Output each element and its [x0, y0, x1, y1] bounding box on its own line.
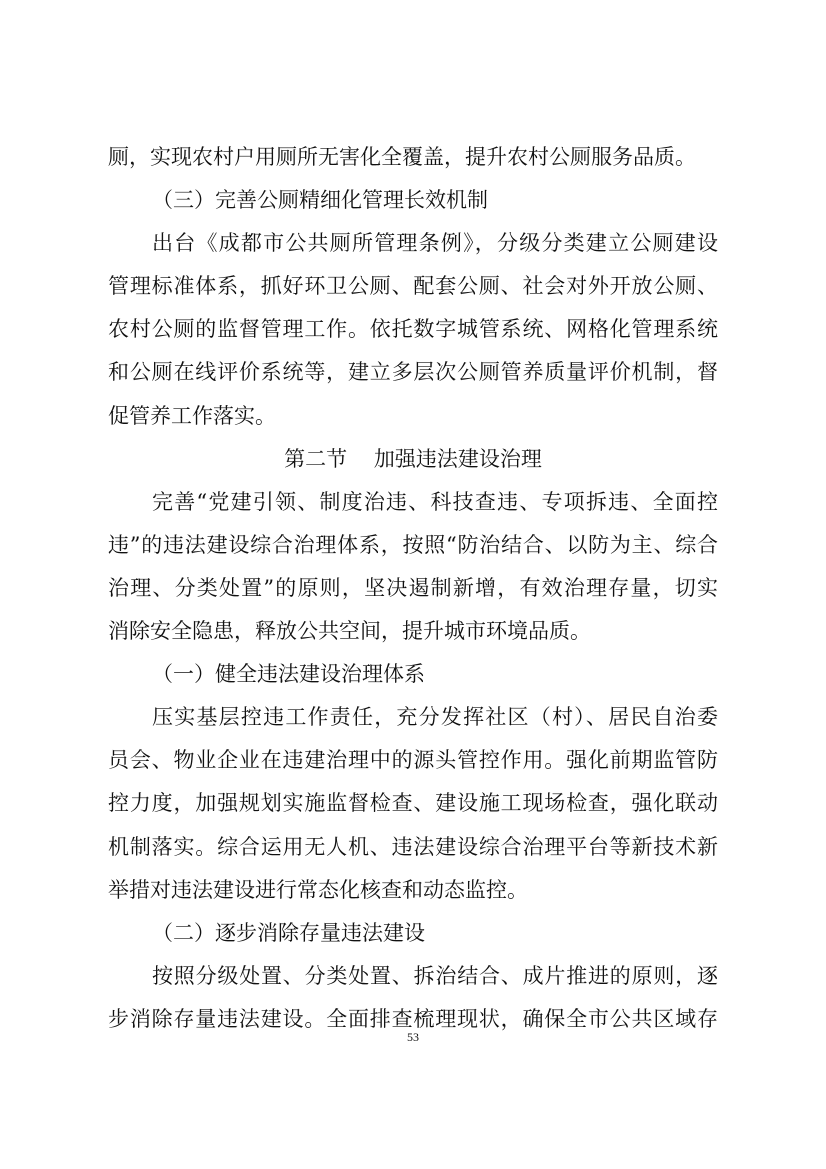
body-text-line: 完善“党建引领、制度治违、科技查违、专项拆违、全面控 [152, 489, 718, 514]
section-title: 加强违法建设治理 [373, 446, 542, 471]
subsection-heading: （三）完善公厕精细化管理长效机制 [152, 188, 488, 213]
body-text-line: 员会、物业企业在违建治理中的源头管控作用。强化前期监管防 [108, 748, 718, 773]
subsection-heading: （二）逐步消除存量违法建设 [152, 920, 425, 945]
body-text-line: 出台《成都市公共厕所管理条例》，分级分类建立公厕建设 [152, 231, 718, 256]
body-text-line: 厕，实现农村户用厕所无害化全覆盖，提升农村公厕服务品质。 [108, 145, 696, 169]
body-text-line: 消除安全隐患，释放公共空间，提升城市环境品质。 [108, 619, 591, 644]
body-text-line: 违”的违法建设综合治理体系，按照“防治结合、以防为主、综合 [108, 532, 718, 557]
subsection-heading: （一）健全违法建设治理体系 [152, 662, 425, 687]
body-text-line: 按照分级处置、分类处置、拆治结合、成片推进的原则，逐 [152, 963, 718, 988]
section-number: 第二节 [284, 446, 348, 471]
body-text-line: 控力度，加强规划实施监督检查、建设施工现场检查，强化联动 [108, 791, 718, 816]
body-text-line: 治理、分类处置”的原则，坚决遏制新增，有效治理存量，切实 [108, 575, 718, 600]
body-text-line: 管理标准体系，抓好环卫公厕、配套公厕、社会对外开放公厕、 [108, 274, 718, 299]
body-text-line: 举措对违法建设进行常态化核查和动态监控。 [108, 877, 528, 902]
document-body [108, 136, 718, 1041]
section-heading [108, 438, 718, 481]
body-text-line: 和公厕在线评价系统等，建立多层次公厕管养质量评价机制，督 [108, 360, 718, 385]
body-text-line: 步消除存量违法建设。全面排查梳理现状，确保全市公共区域存 [108, 1006, 718, 1031]
body-text-line: 压实基层控违工作责任，充分发挥社区（村）、居民自治委 [152, 705, 718, 730]
page-number: 53 [407, 1030, 419, 1044]
body-text-line: 促管养工作落实。 [108, 403, 276, 428]
body-text-line: 机制落实。综合运用无人机、违法建设综合治理平台等新技术新 [108, 834, 718, 859]
body-text-line: 农村公厕的监督管理工作。依托数字城管系统、网格化管理系统 [108, 317, 718, 342]
